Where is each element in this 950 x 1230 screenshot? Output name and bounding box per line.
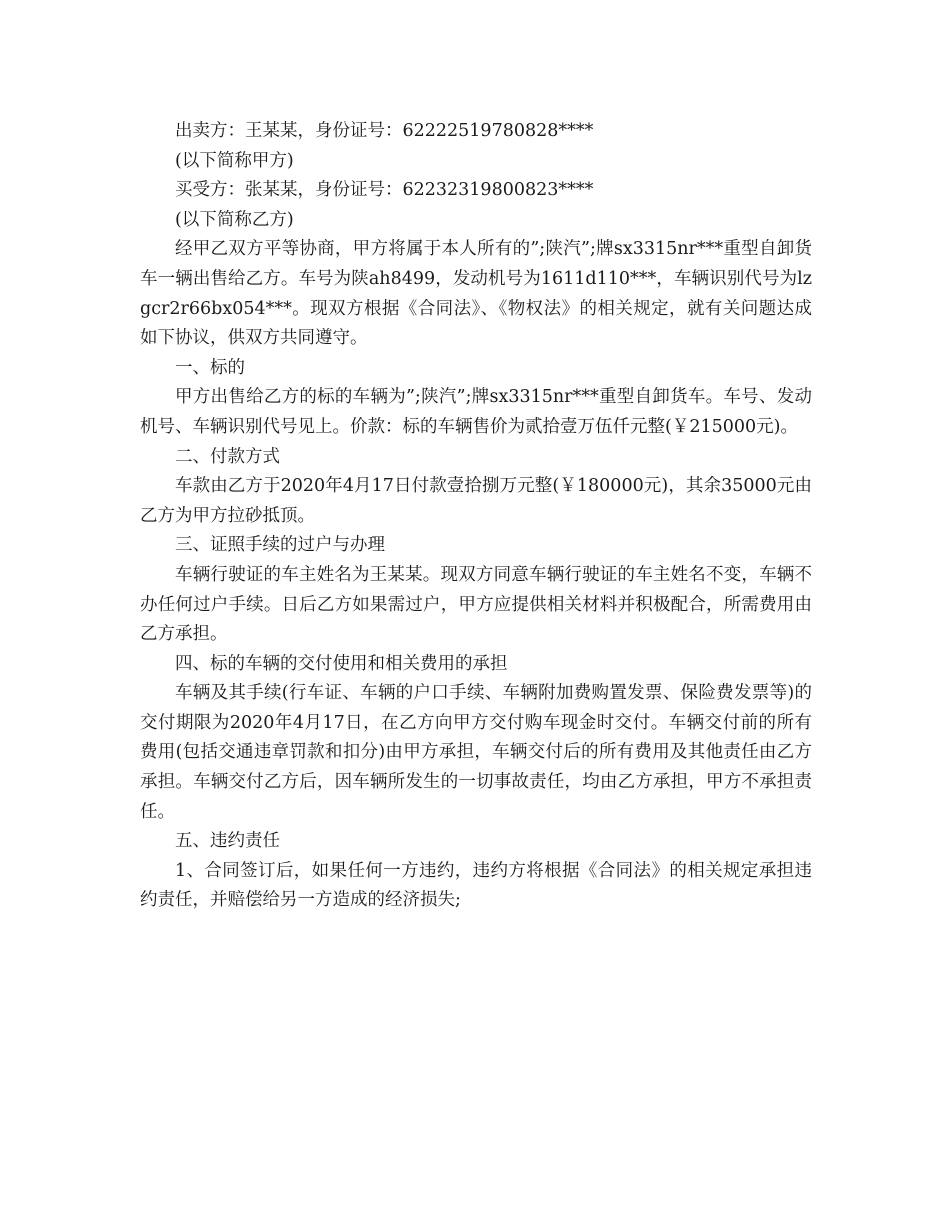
section-heading-liability: 五、违约责任 bbox=[175, 831, 280, 852]
seller-line: 出卖方：王某某，身份证号：62222519780828**** bbox=[175, 121, 594, 141]
buyer-line: 买受方：张某某，身份证号：62232319800823**** bbox=[175, 180, 594, 201]
section-heading-payment: 二、付款方式 bbox=[175, 446, 280, 467]
payment-paragraph: 车款由乙方于2020年4月17日付款壹拾捌万元整(￥180000元)，其余35000元由乙方为甲方拉砂抵顶。 bbox=[140, 476, 812, 526]
section-heading-subject: 一、标的 bbox=[175, 357, 245, 378]
transfer-paragraph: 车辆行驶证的车主姓名为王某某。现双方同意车辆行驶证的车主姓名不变，车辆不办任何过户手续。日后乙方如果需过户，甲方应提供相关材料并积极配合，所需费用由乙方承担。 bbox=[140, 564, 812, 645]
subject-paragraph: 甲方出售给乙方的标的车辆为”;陕汽”;牌sx3315nr***重型自卸货车。车号、发动机号、车辆识别代号见上。价款：标的车辆售价为贰拾壹万伍仟元整(￥215000元)。 bbox=[140, 387, 812, 437]
delivery-paragraph: 车辆及其手续(行车证、车辆的户口手续、车辆附加费购置发票、保险费发票等)的交付期限为2020年4月17日，在乙方向甲方交付购车现金时交付。车辆交付前的所有费用(包括交通违章罚款和扣分)由甲方承担，车辆交付后的所有费用及其他责任由乙方承担。车辆交付乙方后，因车辆所发生的一切事故责任，均由乙方承担，甲方不承担责任。 bbox=[140, 683, 812, 822]
contract-body bbox=[140, 117, 812, 916]
liability-clause-1: 1、合同签订后，如果任何一方违约，违约方将根据《合同法》的相关规定承担违约责任，并赔偿给另一方造成的经济损失; bbox=[140, 860, 812, 911]
section-heading-transfer: 三、证照手续的过户与办理 bbox=[175, 535, 385, 556]
buyer-alias: (以下简称乙方) bbox=[175, 209, 294, 230]
preamble-paragraph: 经甲乙双方平等协商，甲方将属于本人所有的”;陕汽”;牌sx3315nr***重型自卸货车一辆出售给乙方。车号为陕ah8499，发动机号为1611d110***，车辆识别代号为lzgcr2r66bx054***。现双方根据《合同法》、《物权法》的相关规定，就有关问题达成如下协议，供双方共同遵守。 bbox=[140, 239, 812, 349]
seller-alias: (以下简称甲方) bbox=[175, 150, 294, 171]
section-heading-delivery: 四、标的车辆的交付使用和相关费用的承担 bbox=[175, 653, 508, 674]
